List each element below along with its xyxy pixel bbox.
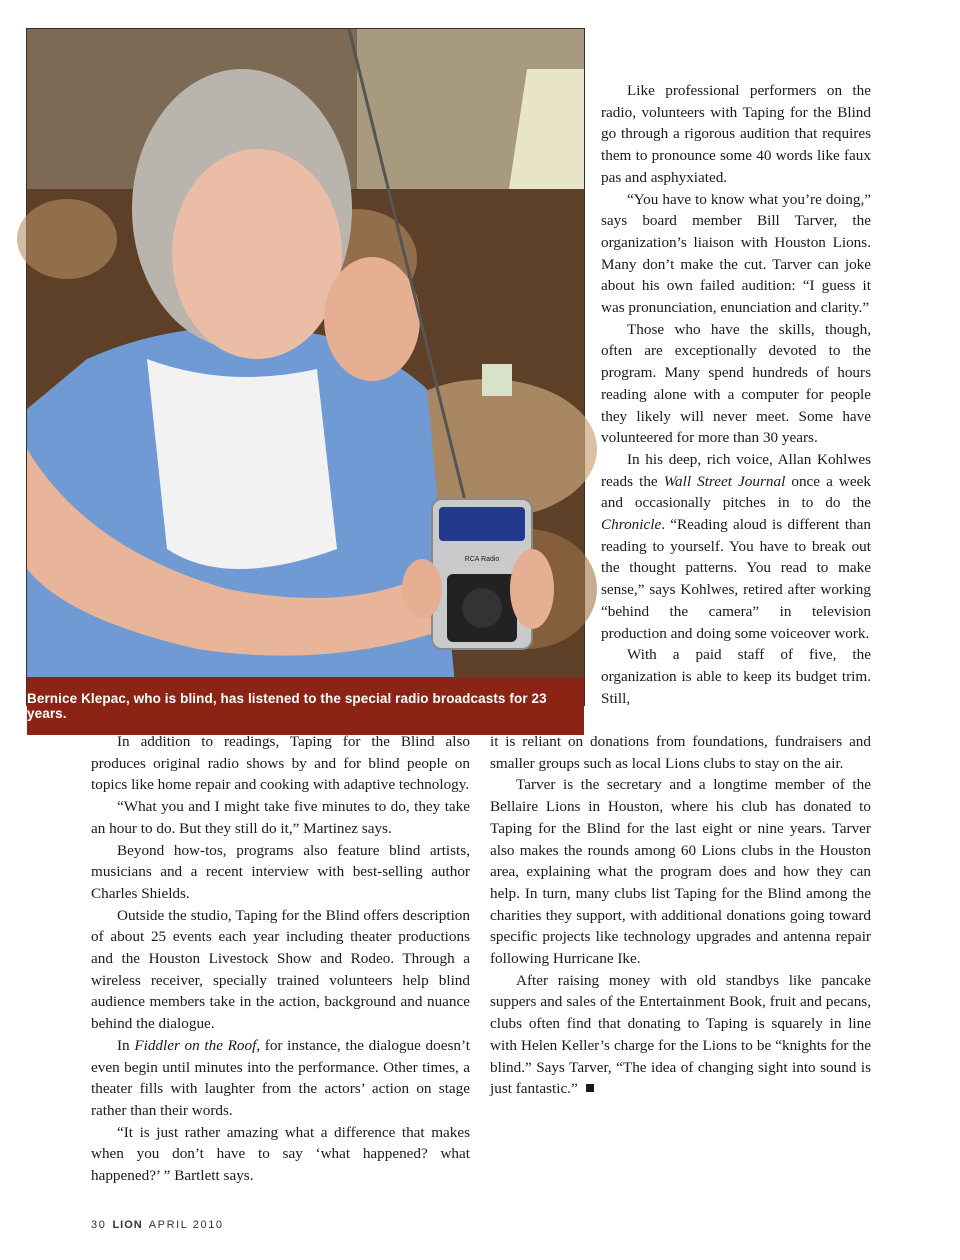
text-run: once a week and occasionally pitches in to do the	[601, 472, 871, 512]
radio-brand-label: RCA Radio	[464, 556, 500, 563]
paragraph-kohlwes	[601, 449, 871, 644]
paragraph: “You have to know what you’re doing,” says board member Bill Tarver, the organization’s liaison with Houston Lions. Many don’t make the cut. Tarver can joke about his own failed audition: “I guess it was pronunciation, enunciation and clarity.”	[601, 190, 871, 317]
paragraph: Those who have the skills, though, often are exceptionally devoted to the program. Many spend hundreds of hours reading alone with a computer for people they likely will never meet. Some have volunteered for more than 30 years.	[601, 320, 871, 447]
paragraph-continued: it is reliant on donations from foundations, fundraisers and smaller groups such as local Lions clubs to stay on the air.	[490, 733, 871, 772]
text-run: , for instance, the dialogue doesn’t even begin until minutes into the performance. Other times, a theater fills with laughter from the actors’ action on stage rather than their words.	[91, 1036, 470, 1119]
paragraph: Outside the studio, Taping for the Blind offers description of about 25 events each year including theater productions and the Houston Livestock Show and Rodeo. Through a wireless receiver, specially trained volunteers help blind audience members take in the action, background and nuance behind the dialogue.	[91, 906, 470, 1033]
paragraph-fiddler	[91, 1035, 470, 1122]
paragraph: “What you and I might take five minutes to do, they take an hour to do. But they still do it,” Martinez says.	[91, 798, 470, 837]
article-column-top	[601, 80, 871, 709]
photo-illustration	[27, 29, 584, 705]
paragraph: Tarver is the secretary and a longtime member of the Bellaire Lions in Houston, where his club has donated to Taping for the Blind for the last eight or nine years. Tarver also makes the rounds among 60 Lions clubs in the Houston area, explaining what the program does and how they can help. In turn, many clubs list Taping for the Blind among the charities they support, with additional donations going toward specific projects like technology upgrades and antenna repair following Hurricane Ike.	[490, 776, 871, 968]
paragraph: In addition to readings, Taping for the Blind also produces original radio shows by and for blind people on topics like home repair and cooking with adaptive technology.	[91, 733, 470, 794]
photo-caption: Bernice Klepac, who is blind, has listened to the special radio broadcasts for 23 years.	[27, 691, 547, 721]
article-column-right	[490, 731, 871, 1100]
paragraph: Beyond how-tos, programs also feature blind artists, musicians and a recent interview with best-selling author Charles Shields.	[91, 841, 470, 902]
paragraph: “It is just rather amazing what a difference that makes when you don’t have to say ‘what happened? what happened?’ ” Bartlett says.	[91, 1123, 470, 1185]
page-number: 30	[91, 1219, 107, 1231]
issue-date: APRIL 2010	[148, 1219, 224, 1231]
end-mark-icon	[586, 1084, 594, 1092]
photo-caption-bar	[27, 677, 584, 735]
paragraph: With a paid staff of five, the organization is able to keep its budget trim. Still,	[601, 646, 871, 707]
magazine-name: LION	[112, 1219, 143, 1231]
publication-title: Wall Street Journal	[663, 472, 786, 490]
text-run: In	[117, 1036, 135, 1054]
text-run: In his deep, rich voice, Allan Kohlwes reads the	[601, 450, 871, 490]
article-photo	[26, 28, 585, 721]
play-title: Fiddler on the Roof	[134, 1036, 257, 1054]
paragraph-final	[490, 970, 871, 1100]
face	[172, 149, 342, 359]
text-run: After raising money with old standbys like pancake suppers and sales of the Entertainment Book, fruit and pecans, clubs often find that donating to Taping is squarely in line with Helen Keller’s charge for the Lions to be “knights for the blind.” Says Tarver, “The idea of changing sight into sound is just fantastic.”	[490, 971, 871, 1098]
paragraph: Like professional performers on the radio, volunteers with Taping for the Blind go through a rigorous audition that requires them to pronounce some 40 words like faux pas and asphyxiated.	[601, 82, 871, 186]
text-run: . “Reading aloud is different than reading to yourself. You have to break out the thought patterns. You read to make sense,” says Kohlwes, retired after working “behind the camera” in television production and doing some voiceover work.	[601, 516, 871, 642]
raised-hand	[324, 257, 420, 381]
article-column-left	[91, 731, 470, 1187]
page-footer	[91, 1219, 224, 1231]
publication-title: Chronicle	[601, 516, 662, 534]
